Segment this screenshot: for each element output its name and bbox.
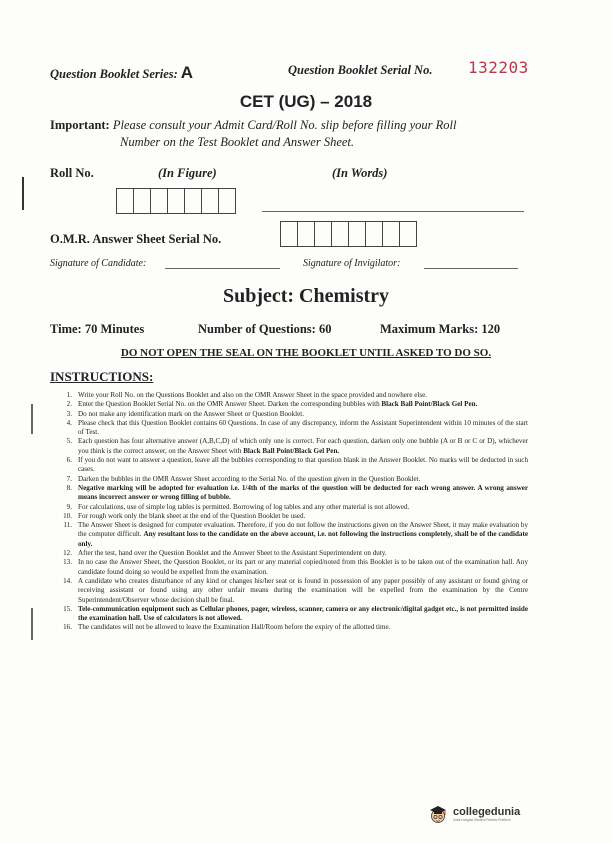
important-notice	[50, 117, 550, 151]
instruction-number: 8.	[66, 483, 72, 492]
instruction-item	[55, 521, 528, 549]
instruction-text: After the test, hand over the Question Booklet and the Answer Sheet to the Assistant Superintendent on duty.	[78, 549, 387, 558]
omr-digit-box[interactable]	[399, 221, 417, 247]
instruction-item	[55, 410, 528, 419]
instruction-text: Darken the bubbles in the OMR Answer Sheet according to the Serial No. of the question given in the Question Booklet.	[78, 474, 421, 483]
series-value: A	[180, 63, 194, 82]
instruction-text: For rough work only the blank sheet at the end of the Question Booklet be used.	[78, 511, 306, 520]
seal-warning	[0, 347, 612, 359]
candidate-signature-label: Signature of Candidate:	[50, 258, 147, 269]
instruction-bold-text: Negative marking will be adopted for evaluation i.e. 1/4th of the marks of the question will be deducted for each wrong answer. A wrong answer means incorrect answer or wrong filling of bubble.	[78, 483, 528, 502]
instruction-text: For calculations, use of simple log tables is permitted. Borrowing of log tables and any other material is not allowed.	[78, 502, 410, 511]
instruction-item	[55, 475, 528, 484]
roll-digit-box[interactable]	[167, 188, 185, 214]
roll-no-figure-boxes[interactable]	[116, 188, 235, 214]
instruction-number: 11.	[63, 521, 72, 530]
serial-value: 132203	[468, 58, 529, 77]
instruction-body	[78, 623, 528, 632]
collegedunia-logo	[427, 803, 520, 825]
instruction-number: 3.	[66, 409, 72, 418]
instruction-bold-text: Tele-communication equipment such as Cellular phones, pager, wireless, scanner, camera or any electronic/digital gadget etc., is not permitted inside the examination hall. Use of calculators is not allowed.	[78, 604, 528, 623]
instruction-number: 4.	[66, 418, 72, 427]
instruction-number: 5.	[66, 437, 72, 446]
question-booklet-series	[50, 63, 193, 83]
instruction-item	[55, 391, 528, 400]
graduate-cap-icon	[427, 803, 449, 825]
instruction-number: 10.	[63, 511, 72, 520]
roll-digit-box[interactable]	[184, 188, 202, 214]
roll-no-words-line[interactable]	[262, 211, 524, 212]
instruction-number: 1.	[66, 391, 72, 399]
instruction-text: Do not make any identification mark on the Answer Sheet or Question Booklet.	[78, 409, 304, 418]
instruction-text: If you do not want to answer a question, leave all the bubbles corresponding to that question blank in the Answer Booklet. No marks will be deducted in such cases.	[78, 456, 528, 474]
maximum-marks: Maximum Marks: 120	[380, 322, 501, 336]
instruction-item	[55, 400, 528, 409]
omr-digit-box[interactable]	[280, 221, 298, 247]
instruction-body	[78, 558, 528, 577]
instruction-number: 2.	[66, 400, 72, 409]
important-line-1: Please consult your Admit Card/Roll No. slip before filling your Roll	[112, 118, 457, 132]
instruction-text: Enter the Question Booklet Serial No. on the OMR Answer Sheet. Darken the corresponding bubbles with	[78, 400, 382, 409]
instruction-body	[78, 549, 528, 558]
omr-digit-box[interactable]	[331, 221, 349, 247]
instruction-body	[78, 475, 528, 484]
instruction-text: The Answer Sheet is designed for computer evaluation. Therefore, if you do not follow the instructions given on the Answer Sheet, it may make evaluation by the computer difficult.	[78, 521, 528, 539]
instruction-item	[55, 605, 528, 624]
serial-label: Question Booklet Serial No.	[288, 63, 433, 77]
instruction-body	[78, 512, 528, 521]
instruction-item	[55, 484, 528, 503]
omr-digit-box[interactable]	[348, 221, 366, 247]
subject-title: Subject: Chemistry	[222, 285, 390, 307]
omr-digit-box[interactable]	[314, 221, 332, 247]
question-count: Number of Questions: 60	[198, 322, 332, 336]
omr-digit-box[interactable]	[365, 221, 383, 247]
important-label: Important:	[50, 118, 110, 132]
instruction-item	[55, 503, 528, 512]
time-limit: Time: 70 Minutes	[50, 322, 145, 336]
logo-name: collegedunia	[453, 806, 521, 818]
instruction-text: Please check that this Question Booklet contains 60 Questions. In case of any discrepancy, inform the Assistant Superintendent within 10 minutes of the start of Test.	[78, 418, 528, 437]
instruction-body	[78, 521, 528, 549]
instruction-item	[55, 577, 528, 605]
roll-no-label: Roll No.	[50, 166, 94, 180]
instruction-text: The candidates will not be allowed to leave the Examination Hall/Room before the expiry of the allotted time.	[78, 623, 391, 632]
instruction-item	[55, 512, 528, 521]
instruction-number: 12.	[63, 549, 72, 558]
instruction-text: Each question has four alternative answer (A,B,C,D) of which only one is correct. For each question, darken only one bubble (A or B or C or D), whichever you think is the correct answer, on the Answer Sheet with	[78, 437, 528, 455]
roll-in-words-label: (In Words)	[332, 166, 388, 180]
candidate-signature-line[interactable]	[165, 268, 280, 269]
instruction-number: 16.	[63, 623, 72, 632]
exam-title: CET (UG) – 2018	[239, 92, 373, 111]
instruction-body	[78, 456, 528, 475]
invigilator-signature-line[interactable]	[424, 268, 518, 269]
instruction-body	[78, 577, 528, 605]
seal-warning-text: DO NOT OPEN THE SEAL ON THE BOOKLET UNTIL ASKED TO DO SO.	[120, 347, 492, 359]
instruction-item	[55, 456, 528, 475]
omr-serial-label: O.M.R. Answer Sheet Serial No.	[50, 232, 222, 246]
instructions-list	[55, 391, 528, 633]
series-label: Question Booklet Series:	[50, 67, 178, 81]
instruction-bold-text: Any resultant loss to the candidate on the above account, i.e. not following the instructions completely, shall be of the candidate only.	[78, 530, 528, 548]
instruction-item	[55, 437, 528, 456]
instruction-body	[78, 605, 528, 624]
instruction-number: 15.	[63, 604, 72, 613]
instruction-number: 14.	[63, 576, 72, 585]
roll-digit-box[interactable]	[116, 188, 134, 214]
instruction-number: 9.	[66, 502, 72, 511]
instruction-bold-text: Black Ball Point/Black Gel Pen.	[381, 400, 478, 409]
instruction-item	[55, 623, 528, 632]
instruction-body	[78, 484, 528, 503]
instruction-text: Write your Roll No. on the Questions Booklet and also on the OMR Answer Sheet in the space provided and nowhere else.	[78, 391, 428, 399]
instruction-item	[55, 558, 528, 577]
instruction-number: 13.	[63, 558, 72, 567]
logo-tagline: India's largest Student Review Platform	[453, 818, 511, 822]
roll-in-figure-label: (In Figure)	[158, 166, 217, 180]
roll-digit-box[interactable]	[133, 188, 151, 214]
instructions-title: INSTRUCTIONS:	[50, 369, 154, 384]
omr-digit-box[interactable]	[297, 221, 315, 247]
instruction-number: 7.	[66, 474, 72, 483]
instruction-body	[78, 400, 528, 409]
instruction-text: In no case the Answer Sheet, the Question Booklet, or its part or any material copied/noted from this Booklet is to be taken out of the examination hall. Any candidate found doing so would be expelled from the examination.	[78, 558, 528, 576]
margin-mark	[22, 177, 24, 210]
instruction-body	[78, 503, 528, 512]
instruction-body	[78, 391, 528, 400]
omr-digit-box[interactable]	[382, 221, 400, 247]
instruction-body	[78, 419, 528, 438]
important-line-2: Number on the Test Booklet and Answer Sheet.	[120, 135, 355, 149]
invigilator-signature-label: Signature of Invigilator:	[303, 258, 401, 269]
roll-digit-box[interactable]	[201, 188, 219, 214]
roll-digit-box[interactable]	[218, 188, 236, 214]
instruction-bold-text: Black Ball Point/Black Gel Pen.	[243, 446, 340, 455]
instruction-item	[55, 419, 528, 438]
margin-mark	[31, 404, 33, 434]
instruction-text: A candidate who creates disturbance of any kind or changes his/her seat or is found in possession of any paper possibly of any assistant or found giving or receiving assistant or found using any other unfair means during the examination will be expelled from the examination by the Centre Superintendent/Observer whose decision shall be final.	[78, 576, 528, 604]
instruction-number: 6.	[66, 456, 72, 465]
instruction-body	[78, 437, 528, 456]
roll-digit-box[interactable]	[150, 188, 168, 214]
instruction-item	[55, 549, 528, 558]
omr-serial-boxes[interactable]	[280, 221, 416, 247]
instruction-body	[78, 410, 528, 419]
margin-mark	[31, 608, 33, 640]
